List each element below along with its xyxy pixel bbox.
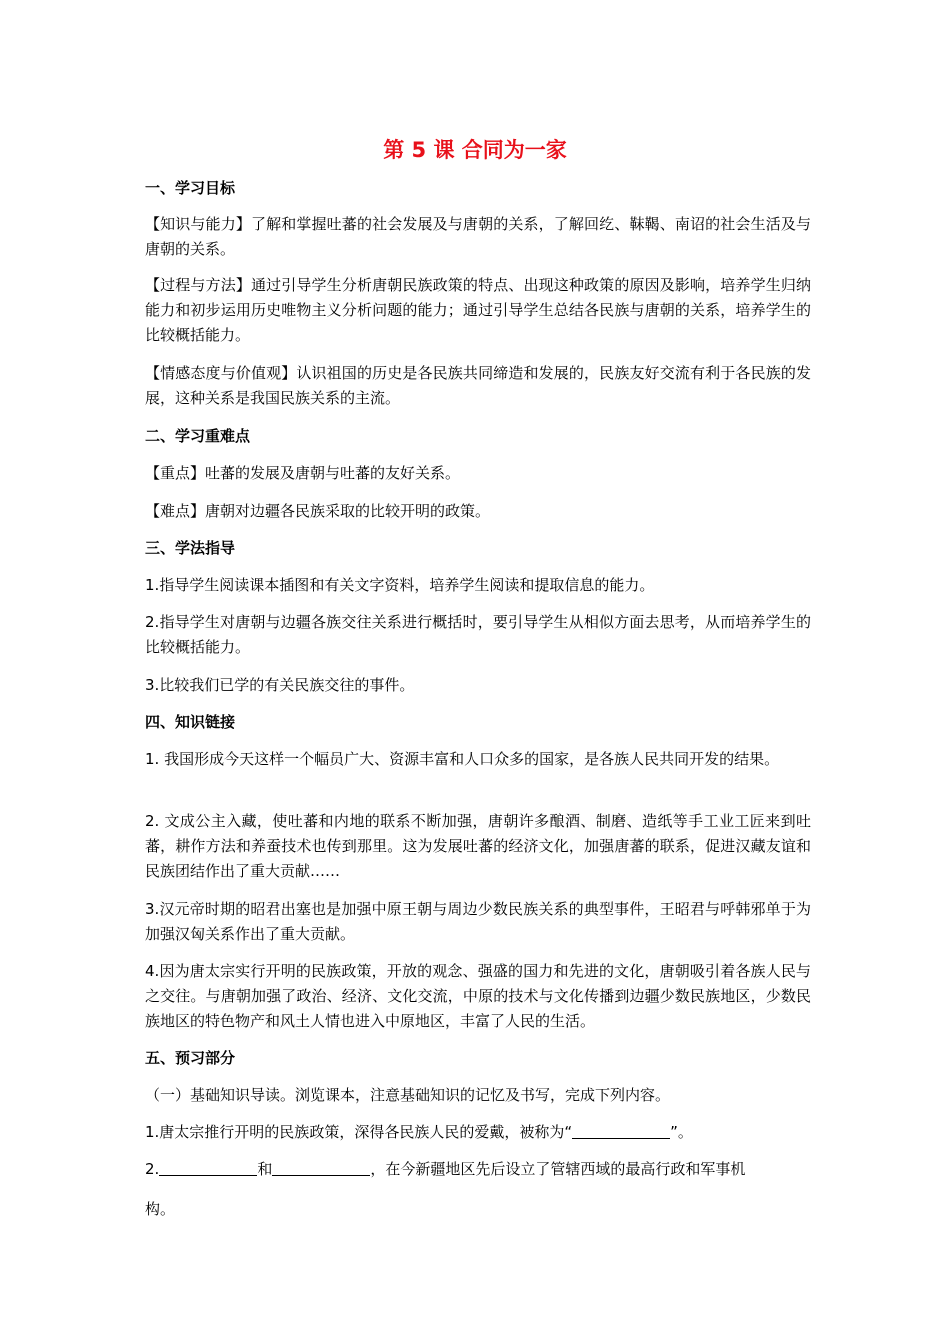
method-item-1: 1.指导学生阅读课本插图和有关文字资料，培养学生阅读和提取信息的能力。 (145, 576, 655, 594)
preview-intro: （一）基础知识导读。浏览课本，注意基础知识的记忆及书写，完成下列内容。 (145, 1086, 671, 1104)
question-1-text: 1.唐太宗推行开明的民族政策，深得各民族人民的爱戴，被称为“ (145, 1123, 573, 1141)
question-2-mid: 和 (257, 1160, 273, 1178)
focus-key: 【重点】吐蕃的发展及唐朝与吐蕃的友好关系。 (145, 464, 461, 482)
answer-blank[interactable] (272, 1159, 370, 1176)
goal-attitude: 【情感态度与价值观】认识祖国的历史是各民族共同缔造和发展的，民族友好交流有利于各民族的发展，这种关系是我国民族关系的主流。 (145, 364, 811, 407)
answer-blank[interactable] (572, 1122, 670, 1139)
question-1-tail: ”。 (670, 1123, 693, 1141)
method-item-2: 2.指导学生对唐朝与边疆各族交往关系进行概括时，要引导学生从相似方面去思考，从而培养学生的比较概括能力。 (145, 613, 811, 656)
link-item-1: 1. 我国形成今天这样一个幅员广大、资源丰富和人口众多的国家，是各族人民共同开发的结果。 (145, 750, 780, 768)
answer-blank[interactable] (159, 1159, 257, 1176)
section-heading-preview: 五、预习部分 (145, 1049, 236, 1067)
section-heading-goals: 一、学习目标 (145, 179, 236, 197)
question-2-text: ，在今新疆地区先后设立了管辖西域的最高行政和军事机 (370, 1160, 746, 1178)
goal-knowledge: 【知识与能力】了解和掌握吐蕃的社会发展及与唐朝的关系，了解回纥、靺鞨、南诏的社会生活及与唐朝的关系。 (145, 215, 811, 258)
section-heading-links: 四、知识链接 (145, 713, 236, 731)
preview-question-2 (145, 1157, 811, 1182)
section-heading-focus: 二、学习重难点 (145, 427, 251, 445)
focus-difficult: 【难点】唐朝对边疆各民族采取的比较开明的政策。 (145, 502, 491, 520)
method-item-3: 3.比较我们已学的有关民族交往的事件。 (145, 676, 415, 694)
link-item-4: 4.因为唐太宗实行开明的民族政策，开放的观念、强盛的国力和先进的文化，唐朝吸引着各族人民与之交往。与唐朝加强了政治、经济、文化交流，中原的技术与文化传播到边疆少数民族地区，少数民族地区的特色物产和风土人情也进入中原地区，丰富了人民的生活。 (145, 962, 811, 1030)
section-heading-method: 三、学法指导 (145, 539, 236, 557)
question-2-number: 2. (145, 1160, 160, 1178)
link-item-2: 2. 文成公主入藏，使吐蕃和内地的联系不断加强，唐朝许多酿酒、制磨、造纸等手工业工匠来到吐蕃，耕作方法和养蚕技术也传到那里。这为发展吐蕃的经济文化，加强唐蕃的联系，促进汉藏友谊和民族团结作出了重大贡献…… (145, 812, 811, 880)
question-2-end: 构。 (145, 1200, 176, 1218)
page-title: 第 5 课 合同为一家 (383, 138, 567, 162)
preview-question-1 (145, 1120, 811, 1145)
goal-process: 【过程与方法】通过引导学生分析唐朝民族政策的特点、出现这种政策的原因及影响，培养学生归纳能力和初步运用历史唯物主义分析问题的能力；通过引导学生总结各民族与唐朝的关系，培养学生的比较概括能力。 (145, 276, 811, 344)
link-item-3: 3.汉元帝时期的昭君出塞也是加强中原王朝与周边少数民族关系的典型事件，王昭君与呼韩邪单于为加强汉匈关系作出了重大贡献。 (145, 900, 811, 943)
